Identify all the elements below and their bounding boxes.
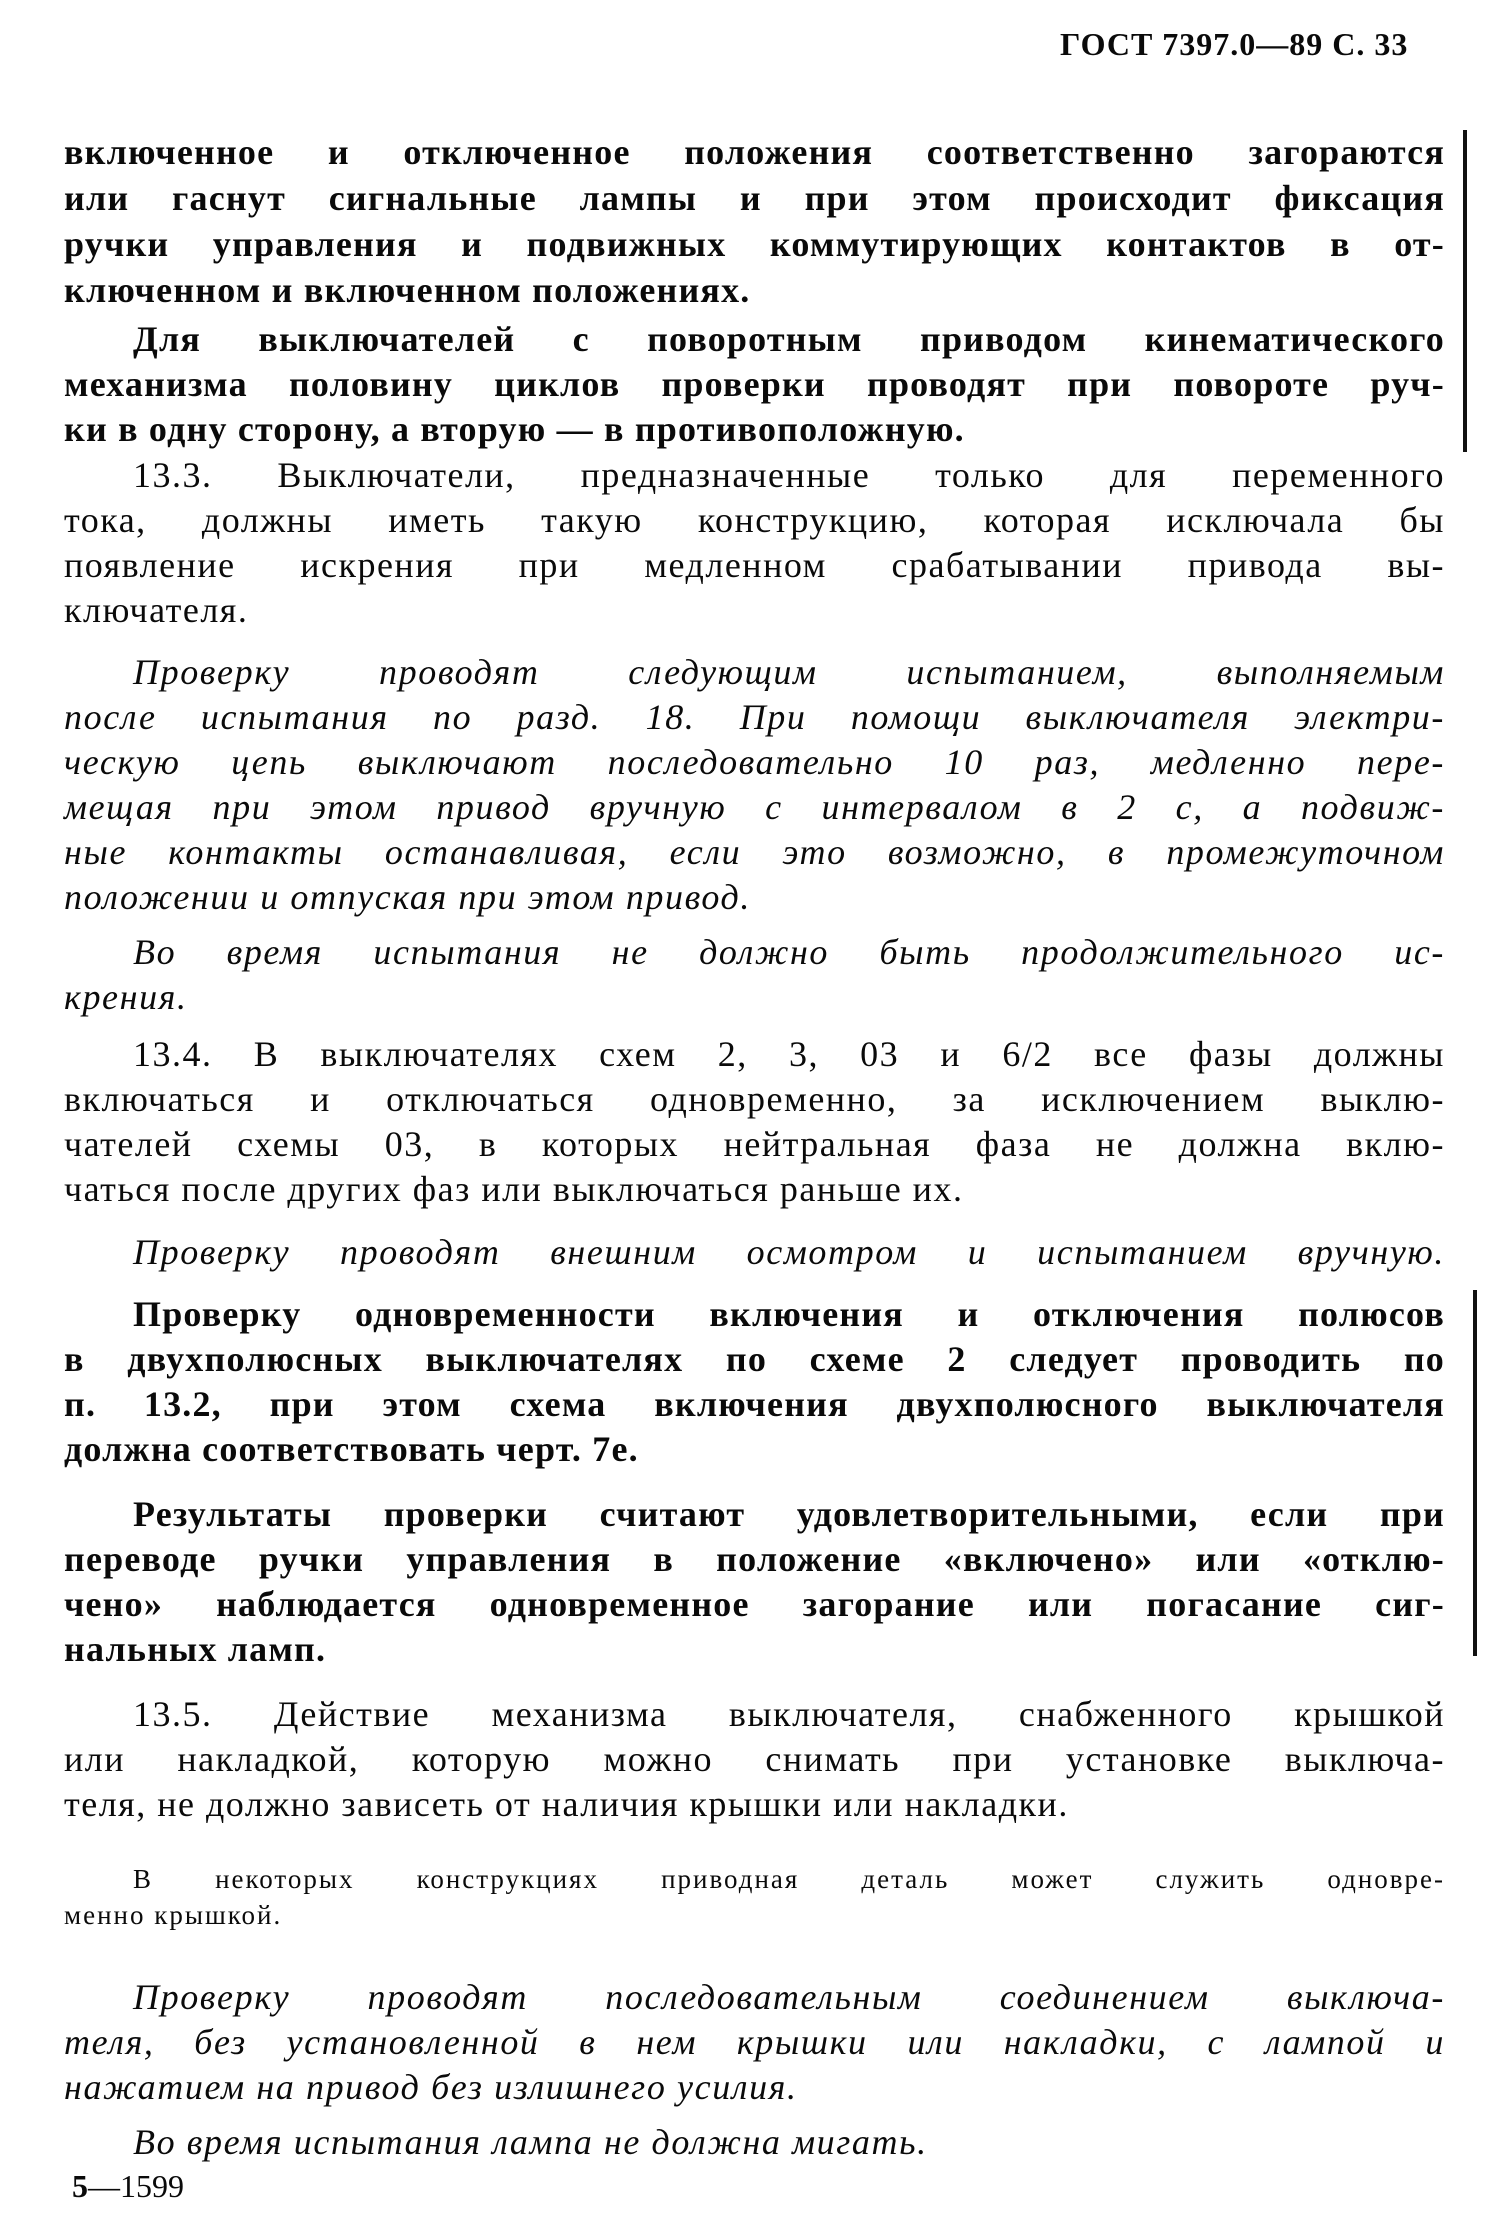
text-line: 13.3. Выключатели, предназначенные только для переменного [133,455,1445,495]
text-line: переводе ручки управления в положение «включено» или «отклю- [64,1539,1445,1579]
sheet-signature [72,2168,184,2205]
text-line: ключенном и включенном положениях. [64,270,751,310]
running-header: ГОСТ 7397.0—89 С. 33 [1060,26,1409,62]
text-line: Для выключателей с поворотным приводом кинематического [133,319,1445,359]
text-line: Проверку проводят следующим испытанием, выполняемым [133,652,1445,692]
text-line: включаться и отключаться одновременно, за исключением выклю- [64,1079,1445,1119]
text-line: нажатием на привод без излишнего усилия. [64,2067,798,2107]
text-line: менно крышкой. [64,1900,283,1930]
sheet-number: —1599 [88,2168,184,2204]
text-line: после испытания по разд. 18. При помощи выключателя электри- [64,697,1445,737]
text-line: ручки управления и подвижных коммутирующих контактов в от- [64,224,1445,264]
text-line: Проверку проводят последовательным соединением выключа- [133,1977,1445,2017]
text-line: положении и отпуская при этом привод. [64,877,751,917]
sheet-prefix: 5 [72,2168,88,2204]
text-line: чателей схемы 03, в которых нейтральная фаза не должна вклю- [64,1124,1445,1164]
text-line: мещая при этом привод вручную с интервалом в 2 с, а подвиж- [64,787,1445,827]
text-line: Проверку проводят внешним осмотром и испытанием вручную. [133,1232,1445,1272]
change-bar-1 [1463,130,1467,452]
text-line: тока, должны иметь такую конструкцию, которая исключала бы [64,500,1445,540]
text-line: ключателя. [64,590,249,630]
text-line: включенное и отключенное положения соответственно загораются [64,132,1445,172]
text-line: Проверку одновременности включения и отключения полюсов [133,1294,1445,1334]
text-line: 13.5. Действие механизма выключателя, снабженного крышкой [133,1694,1445,1734]
text-line: п. 13.2, при этом схема включения двухполюсного выключателя [64,1384,1445,1424]
text-line: Во время испытания лампа не должна мигать. [133,2122,928,2162]
text-line: теля, без установленной в нем крышки или накладки, с лампой и [64,2022,1445,2062]
text-line: В некоторых конструкциях приводная деталь может служить одновре- [133,1864,1445,1894]
text-line: чаться после других фаз или выключаться раньше их. [64,1169,964,1209]
text-line: теля, не должно зависеть от наличия крышки или накладки. [64,1784,1069,1824]
text-line: нальных ламп. [64,1629,327,1669]
text-line: Во время испытания не должно быть продолжительного ис- [133,932,1445,972]
change-bar-2 [1473,1290,1477,1656]
text-line: ные контакты останавливая, если это возможно, в промежуточном [64,832,1445,872]
text-line: или накладкой, которую можно снимать при установке выключа- [64,1739,1445,1779]
text-line: ки в одну сторону, а вторую — в противоположную. [64,409,965,449]
text-line: ческую цепь выключают последовательно 10 раз, медленно пере- [64,742,1445,782]
text-line: или гаснут сигнальные лампы и при этом происходит фиксация [64,178,1445,218]
text-line: появление искрения при медленном срабатывании привода вы- [64,545,1445,585]
text-line: в двухполюсных выключателях по схеме 2 следует проводить по [64,1339,1445,1379]
text-line: должна соответствовать черт. 7е. [64,1429,639,1469]
text-line: чено» наблюдается одновременное загорание или погасание сиг- [64,1584,1445,1624]
text-line: механизма половину циклов проверки проводят при повороте руч- [64,364,1445,404]
text-line: крения. [64,977,188,1017]
text-line: 13.4. В выключателях схем 2, 3, 03 и 6/2 все фазы должны [133,1034,1445,1074]
text-line: Результаты проверки считают удовлетворительными, если при [133,1494,1445,1534]
